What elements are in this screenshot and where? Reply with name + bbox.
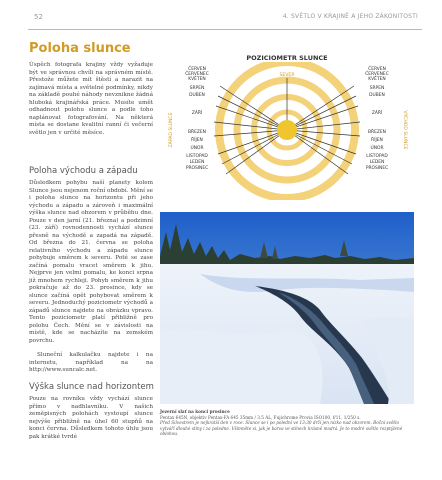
winter-landscape-photo	[160, 212, 414, 404]
right-month-label: SRPEN	[369, 86, 385, 91]
west-label: ZÁPAD SLUNCE	[169, 112, 174, 148]
right-month-label: PROSINEC	[365, 166, 389, 171]
diagram-title: POZICIOMETR SLUNCE	[246, 54, 328, 62]
caption-text: Před Silvestrem je nejkratší den v roce. Slunce se i po poledni ve 13:30 drží jen nízko nad obzorem. Boční světlo vytváří dlouhé stíny i za poledne. Všimněte si, jak je barva ve stínech krásně modrá. Je to modré světlo rozptýlené oblohou.	[160, 420, 403, 437]
right-month-label: BŘEZEN	[368, 130, 386, 135]
right-month-label: ČERVENEC	[365, 72, 389, 77]
subsection-title-sunrise: Poloha východu a západu	[29, 166, 138, 176]
left-month-label: PROSINEC	[185, 166, 209, 171]
north-label: SEVER	[279, 73, 295, 78]
left-month-label: ZÁŘÍ	[191, 111, 203, 116]
chapter-heading: 4. SVĚTLO V KRAJINĚ A JEHO ZÁKONITOSTI	[282, 13, 418, 20]
left-month-label: DUBEN	[189, 93, 205, 98]
left-month-label: ÚNOR	[190, 146, 204, 151]
left-month-label: ŘÍJEN	[191, 138, 203, 143]
page-number: 52	[34, 13, 43, 21]
left-month-label: LISTOPAD	[186, 154, 208, 159]
left-month-label: SRPEN	[189, 86, 205, 91]
right-month-label: DUBEN	[369, 93, 385, 98]
sunrise-paragraph: Důsledkem pohybu naší planety kolem Slunce jsou nejenom roční období. Mění se i poloha slunce na horizontu při jeho východu a západu a zároveň i maximální výška slunce nad obzorem v průběhu dne. Pouze v den jarní (21. března) a podzimní (23. září) rovnodennosti vychází slunce přesně na východě a zapadá na západě. Od března do 21. června se poloha relativního východu a západu slunce pohybuje směrem k severu. Poté se zase začíná pomalu vracet směrem k jihu. Nejprve jen velmi pomalu, ke konci srpna již mnohem rychleji. Pohyb směrem k jihu pokračuje až do 23. prosince, kdy se slunce začíná opět pohybovat směrem k severu. Jednoduchý poziciometr východů a západů slunce najdete na obrázku vpravo. Tento poziciometr platí přibližně pro polohu Čech. Mění se v závislosti na místě, kde se nacházíte na zemském povrchu.	[29, 180, 154, 344]
right-month-label: LEDEN	[369, 160, 385, 165]
sun-position-diagram	[160, 50, 414, 200]
altitude-paragraph: Pouze na rovníku vždy vychází slunce přímo v nadhlavníku. V našich zeměpisných polohách vystoupí slunce nejvýše přibližně na úhel 60 stupňů na konci června. Důsledkem tohoto úhlu jsou pak krátké tvrdé	[29, 396, 153, 440]
sun-icon	[277, 120, 297, 140]
right-month-label: ČERVEN	[368, 67, 386, 72]
left-month-label: LEDEN	[189, 160, 205, 165]
subsection-title-altitude: Výška slunce nad horizontem	[29, 382, 154, 392]
left-month-label: ČERVEN	[188, 67, 206, 72]
right-month-label: ŘÍJEN	[371, 138, 383, 143]
section-title: Poloha slunce	[29, 41, 131, 56]
right-month-label: ÚNOR	[370, 146, 384, 151]
right-month-label: ZÁŘÍ	[371, 111, 383, 116]
header-rule	[28, 29, 422, 30]
caption-exif: Pentax 645N, objektiv Pentax-FA 645 35mm / 3.5 AL, Fujichrome Provia ISO100, f/11, 1/250 s.	[160, 414, 361, 420]
caption-title: Jezerní slať na konci prosince	[160, 409, 230, 414]
left-month-label: ČERVENEC	[185, 72, 209, 77]
right-month-label: KVĚTEN	[368, 77, 386, 82]
photo-caption	[160, 409, 414, 437]
left-month-label: BŘEZEN	[188, 130, 206, 135]
suncalc-paragraph: Sluneční kalkulačku najdete i na internetu, například na na http://www.suncalc.net.	[29, 352, 153, 373]
right-month-label: LISTOPAD	[366, 154, 388, 159]
intro-paragraph: Úspěch fotografa krajiny vždy vyžaduje být ve správnou chvíli na správném místě. Přestože můžete mít štěstí a narazit na zajímavá místa a světelné podmínky, nikdy na základě pouhé náhody nevznikne žádná hluboká krajinářská práce. Musíte umět odhadnout polohu slunce a podle toho naplánovat fotografování. Na některá místa se dostane kvalitní ranní či večerní světlo jen v určité měsíce.	[29, 62, 153, 136]
east-label: VÝCHOD SLUNCE	[402, 110, 407, 150]
left-month-label: KVĚTEN	[188, 77, 206, 82]
